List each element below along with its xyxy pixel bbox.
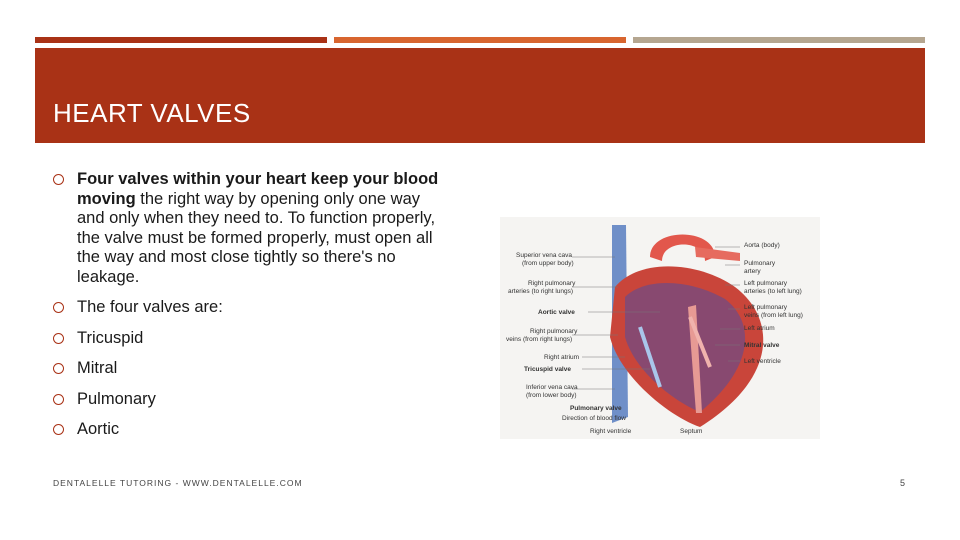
- label-pulmonary-valve: Pulmonary valve: [570, 405, 622, 412]
- bullet-list: [53, 170, 443, 451]
- label-aortic-valve: Aortic valve: [538, 309, 575, 316]
- bullet-intro-text: the right way by opening only one way and only when they need to. To function properly, the valve must be formed properly, must open all the way and most close tightly so there's no leakage.: [77, 189, 436, 286]
- label-inferior-vena-cava: Inferior vena cava: [526, 384, 578, 391]
- bullet-circle-icon: [53, 174, 64, 185]
- heart-diagram: [500, 217, 820, 439]
- label-veins-right-lungs: veins (from right lungs): [506, 336, 573, 343]
- footer-text: DENTALELLE TUTORING - WWW.DENTALELLE.COM: [53, 478, 303, 488]
- bullet-item: [53, 390, 443, 410]
- bullet-item: [53, 420, 443, 440]
- bullet-text: Mitral: [77, 359, 118, 377]
- label-artery: artery: [744, 268, 761, 275]
- label-left-atrium: Left atrium: [744, 325, 775, 332]
- bullet-circle-icon: [53, 333, 64, 344]
- bullet-text: The four valves are:: [77, 298, 223, 316]
- label-left-ventricle: Left ventricle: [744, 358, 781, 365]
- heart-illustration: [500, 217, 820, 439]
- accent-bar-orange: [334, 37, 626, 43]
- label-aorta: Aorta (body): [744, 242, 780, 249]
- bullet-text: Aortic: [77, 420, 120, 438]
- bullet-circle-icon: [53, 302, 64, 313]
- bullet-intro: [53, 170, 443, 287]
- bullet-item: [53, 329, 443, 349]
- label-from-lower-body: (from lower body): [526, 392, 577, 399]
- bullet-item: [53, 359, 443, 379]
- label-right-pulmonary: Right pulmonary: [528, 280, 576, 287]
- bullet-circle-icon: [53, 394, 64, 405]
- label-tricuspid-valve: Tricuspid valve: [524, 366, 571, 373]
- accent-bar-tan: [633, 37, 925, 43]
- slide-title: HEART VALVES: [53, 98, 251, 128]
- label-left-pulmonary-arteries: Left pulmonary: [744, 280, 787, 287]
- label-from-upper-body: (from upper body): [522, 260, 574, 267]
- bullet-item: [53, 298, 443, 318]
- label-septum: Septum: [680, 428, 703, 435]
- bullet-circle-icon: [53, 363, 64, 374]
- title-band: [35, 48, 925, 143]
- bullet-text: Pulmonary: [77, 389, 156, 408]
- page-number: 5: [899, 478, 905, 488]
- bullet-text: Tricuspid: [77, 328, 144, 347]
- label-arteries-left-lung: arteries (to left lung): [744, 288, 802, 295]
- label-mitral-valve: Mitral valve: [744, 342, 780, 349]
- label-right-pulmonary-veins: Right pulmonary: [530, 328, 578, 335]
- bullet-circle-icon: [53, 424, 64, 435]
- bullet-intro-bold: Four valves within your heart keep your blood moving: [77, 170, 439, 208]
- label-right-atrium: Right atrium: [544, 354, 580, 361]
- label-pulmonary: Pulmonary: [744, 260, 776, 267]
- label-superior-vena-cava: Superior vena cava: [516, 252, 573, 259]
- label-veins-left-lung: veins (from left lung): [744, 312, 803, 319]
- label-direction-blood-flow: Direction of blood flow: [562, 415, 626, 422]
- accent-bar-dark: [35, 37, 327, 43]
- label-left-pulmonary-veins: Left pulmonary: [744, 304, 787, 311]
- label-arteries-right-lungs: arteries (to right lungs): [508, 288, 574, 295]
- pulmonary-artery-shape: [695, 247, 740, 261]
- label-right-ventricle: Right ventricle: [590, 428, 632, 435]
